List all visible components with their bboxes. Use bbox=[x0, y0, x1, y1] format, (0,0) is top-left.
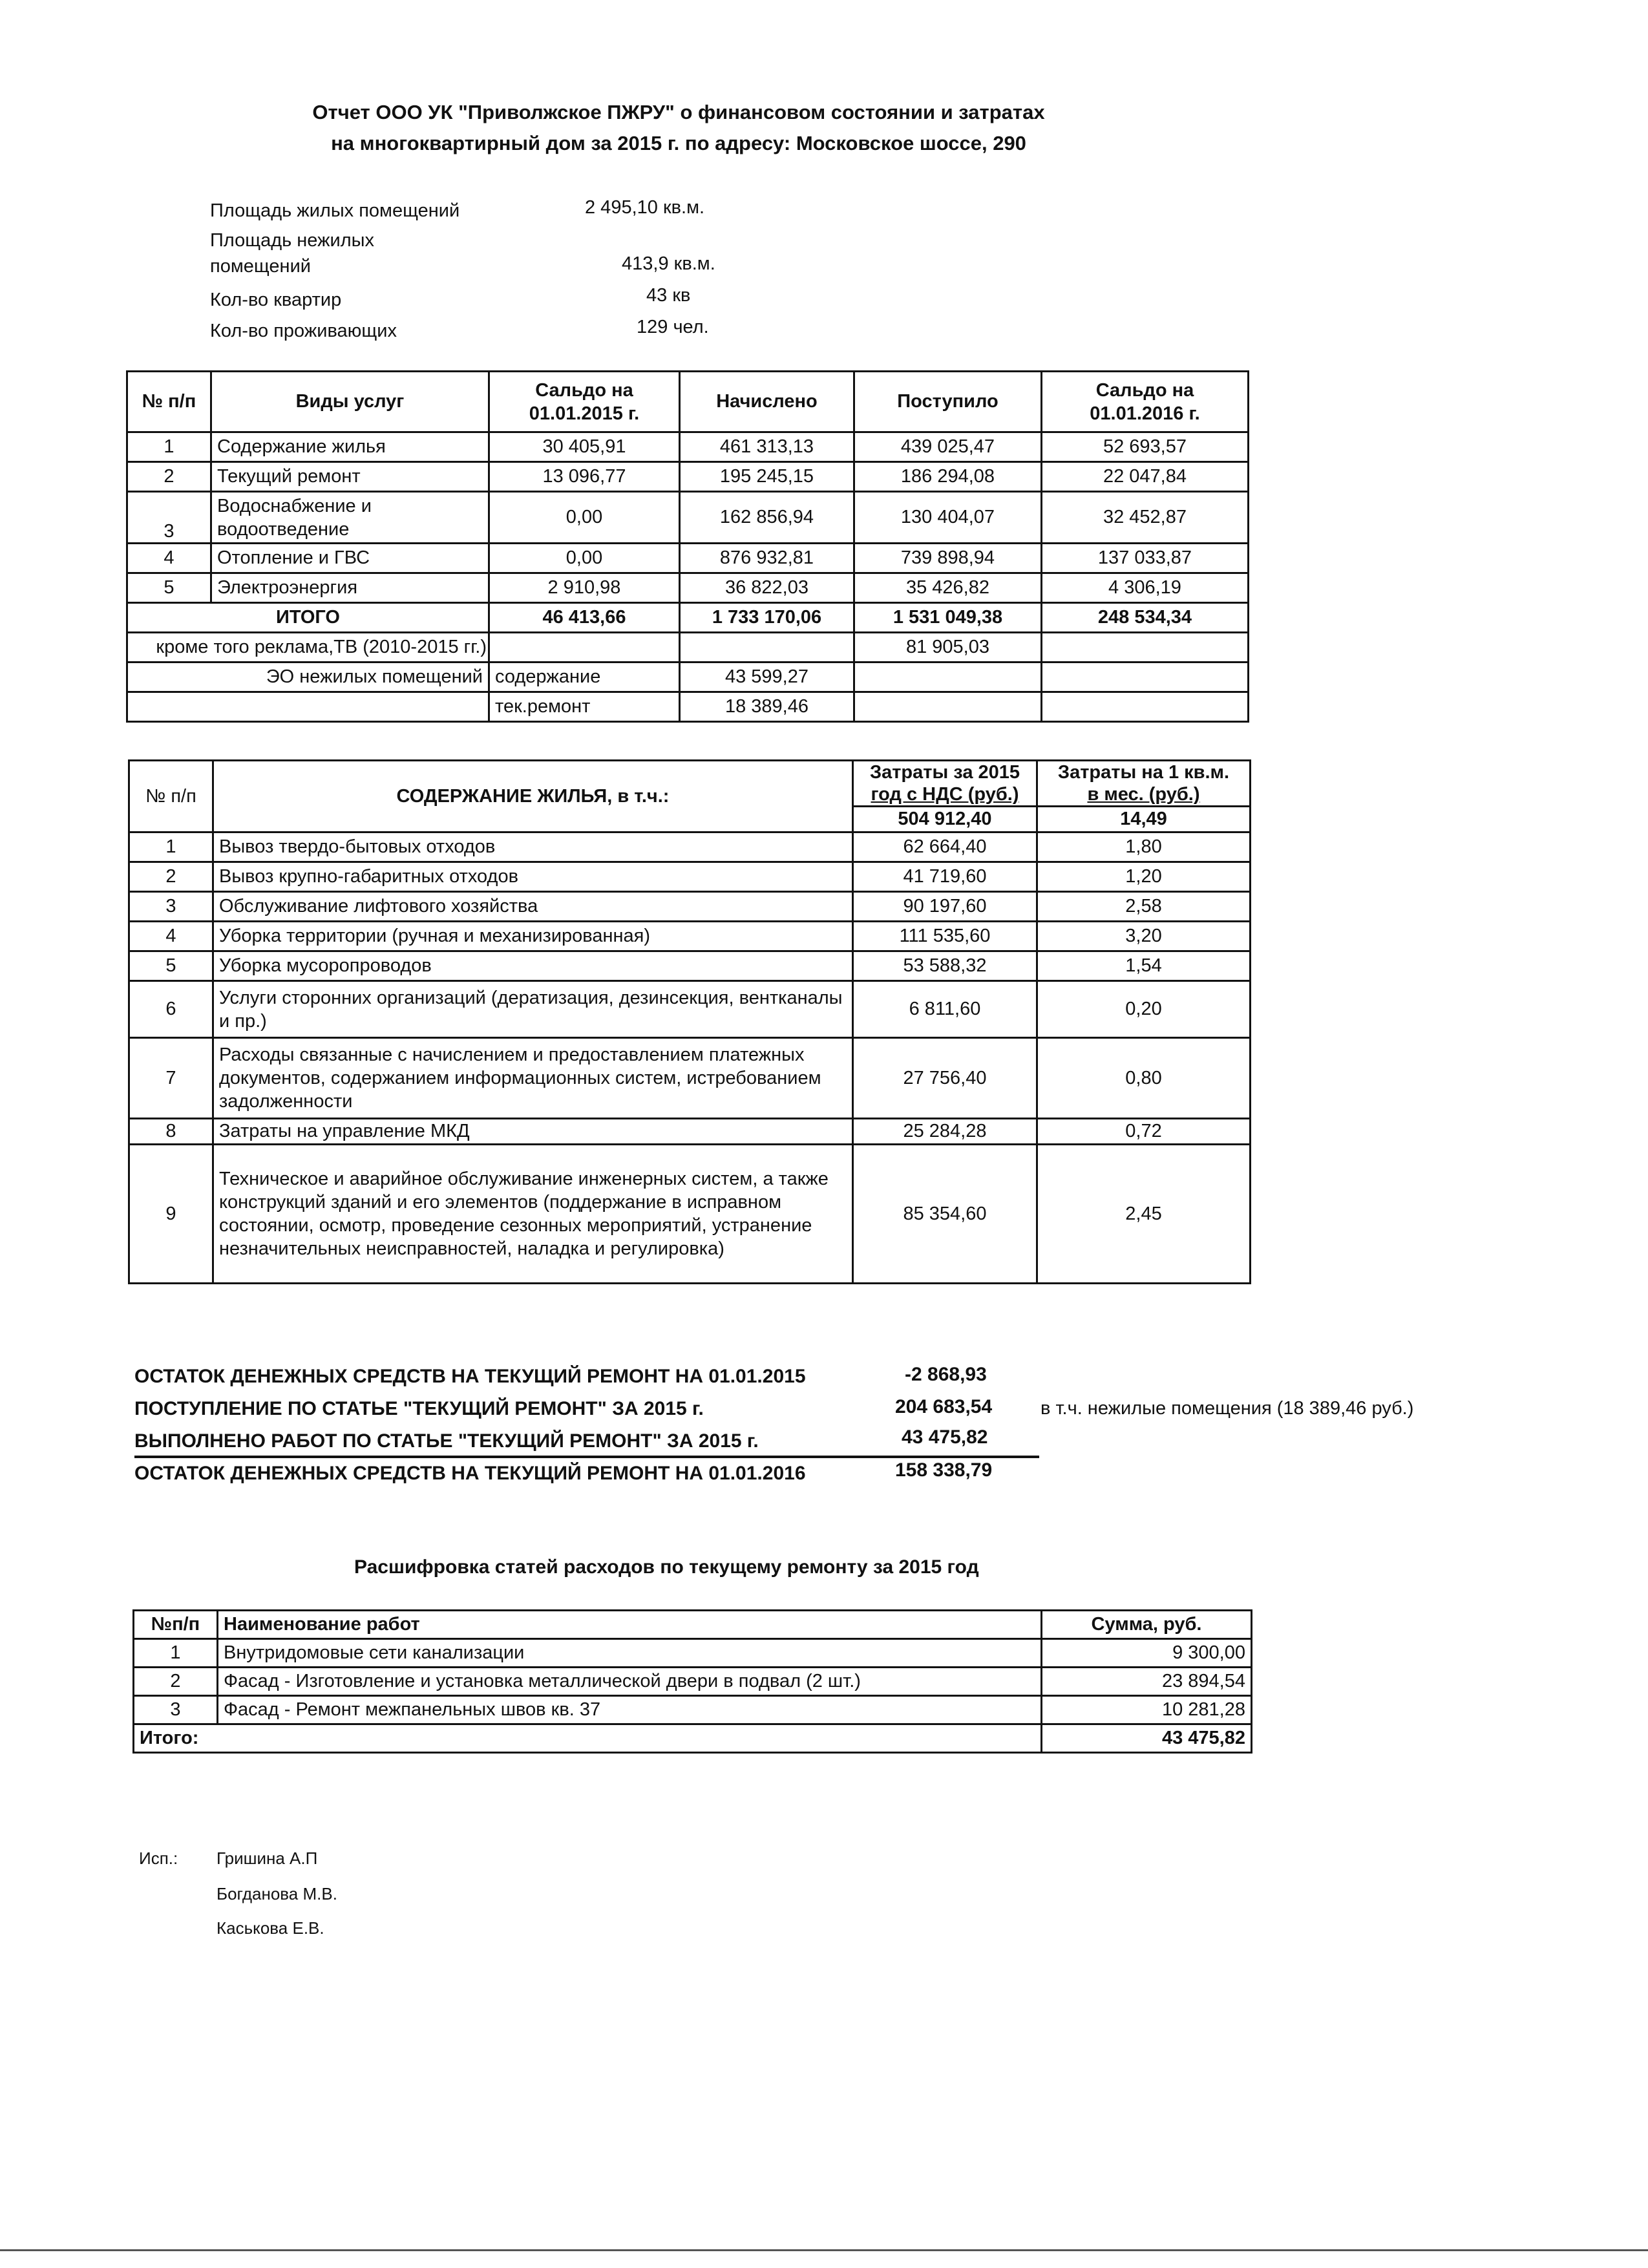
row-sum: 10 281,28 bbox=[1042, 1696, 1252, 1724]
row-num: 1 bbox=[129, 832, 213, 862]
row-service: Электроэнергия bbox=[211, 573, 489, 603]
row-cost: 41 719,60 bbox=[853, 862, 1037, 892]
row-num: 6 bbox=[129, 981, 213, 1038]
scan-edge-line bbox=[0, 2249, 1648, 2251]
table-row bbox=[129, 1038, 1251, 1119]
row-received: 130 404,07 bbox=[854, 492, 1042, 544]
ads-received: 81 905,03 bbox=[854, 633, 1042, 662]
row-saldo-end: 137 033,87 bbox=[1042, 544, 1249, 573]
row-charged: 876 932,81 bbox=[680, 544, 854, 573]
report-title bbox=[0, 97, 1357, 159]
report-title-line2: на многоквартирный дом за 2015 г. по адресу: Московское шоссе, 290 bbox=[331, 132, 1026, 154]
header-received: Поступило bbox=[854, 372, 1042, 432]
row-cost: 111 535,60 bbox=[853, 922, 1037, 951]
ads-label: кроме того реклама,ТВ (2010-2015 гг.) bbox=[127, 633, 489, 662]
signature-name-2: Богданова М.В. bbox=[217, 1884, 337, 1903]
row-service: Водоснабжение и водоотведение bbox=[211, 492, 489, 544]
row-charged: 195 245,15 bbox=[680, 462, 854, 492]
header-name: СОДЕРЖАНИЕ ЖИЛЬЯ, в т.ч.: bbox=[213, 761, 853, 832]
header-charged: Начислено bbox=[680, 372, 854, 432]
row-cost: 85 354,60 bbox=[853, 1145, 1037, 1284]
row-num: 3 bbox=[127, 492, 211, 544]
row-service: Отопление и ГВС bbox=[211, 544, 489, 573]
row-received: 439 025,47 bbox=[854, 432, 1042, 462]
nonliving-sub-maintenance: содержание bbox=[489, 662, 680, 692]
row-received: 186 294,08 bbox=[854, 462, 1042, 492]
total-label: ИТОГО bbox=[127, 603, 489, 633]
summary-balance-end-value: 158 338,79 bbox=[895, 1459, 993, 1481]
header-work-name: Наименование работ bbox=[218, 1611, 1042, 1639]
table-row bbox=[127, 492, 1249, 544]
row-sum: 9 300,00 bbox=[1042, 1639, 1252, 1668]
summary-balance-start-label: ОСТАТОК ДЕНЕЖНЫХ СРЕДСТВ НА ТЕКУЩИЙ РЕМОНТ НА 01.01.2015 bbox=[134, 1366, 806, 1387]
empty-cell bbox=[1042, 662, 1249, 692]
info-value-nonliving: 413,9 кв.м. bbox=[622, 253, 715, 274]
total-charged: 1 733 170,06 bbox=[680, 603, 854, 633]
info-label-nonliving: Площадь нежилых bbox=[210, 230, 374, 251]
signature-name-3: Каськова Е.В. bbox=[217, 1918, 324, 1938]
table-row bbox=[129, 922, 1251, 951]
header-saldo-end: Сальдо на 01.01.2016 г. bbox=[1042, 372, 1249, 432]
header-num: №п/п bbox=[134, 1611, 218, 1639]
table-row bbox=[129, 951, 1251, 981]
header-unit-line2: в мес. (руб.) bbox=[1087, 784, 1200, 805]
table-row bbox=[134, 1696, 1252, 1724]
nonliving-maintenance-value: 43 599,27 bbox=[680, 662, 854, 692]
total-received: 1 531 049,38 bbox=[854, 603, 1042, 633]
row-service: Текущий ремонт bbox=[211, 462, 489, 492]
row-name: Уборка мусоропроводов bbox=[213, 951, 853, 981]
row-cost: 90 197,60 bbox=[853, 892, 1037, 922]
row-name: Вывоз твердо-бытовых отходов bbox=[213, 832, 853, 862]
table-row bbox=[129, 1119, 1251, 1145]
maintenance-table bbox=[128, 759, 1251, 1284]
table-row bbox=[129, 832, 1251, 862]
summary-work-value: 43 475,82 bbox=[902, 1426, 988, 1448]
row-unit-cost: 1,80 bbox=[1037, 832, 1251, 862]
row-num: 5 bbox=[129, 951, 213, 981]
extra-row-ads bbox=[127, 633, 1249, 662]
row-name: Уборка территории (ручная и механизированная) bbox=[213, 922, 853, 951]
row-name: Услуги сторонних организаций (дератизация, дезинсекция, вентканалы и пр.) bbox=[213, 981, 853, 1038]
summary-income-label: ПОСТУПЛЕНИЕ ПО СТАТЬЕ "ТЕКУЩИЙ РЕМОНТ" ЗА 2015 г. bbox=[134, 1398, 704, 1419]
row-num: 3 bbox=[129, 892, 213, 922]
info-label-residents: Кол-во проживающих bbox=[210, 321, 397, 341]
row-cost: 25 284,28 bbox=[853, 1119, 1037, 1145]
row-unit-cost: 3,20 bbox=[1037, 922, 1251, 951]
empty-cell bbox=[854, 662, 1042, 692]
row-num: 7 bbox=[129, 1038, 213, 1119]
repair-header-row bbox=[134, 1611, 1252, 1639]
summary-balance-end-label: ОСТАТОК ДЕНЕЖНЫХ СРЕДСТВ НА ТЕКУЩИЙ РЕМОНТ НА 01.01.2016 bbox=[134, 1463, 806, 1484]
row-received: 739 898,94 bbox=[854, 544, 1042, 573]
header-unit-line1: Затраты на 1 кв.м. bbox=[1057, 762, 1230, 783]
info-value-living: 2 495,10 кв.м. bbox=[585, 197, 705, 218]
services-table bbox=[126, 370, 1249, 723]
nonliving-sub-repair: тек.ремонт bbox=[489, 692, 680, 722]
row-cost: 27 756,40 bbox=[853, 1038, 1037, 1119]
table-row bbox=[129, 862, 1251, 892]
table-row bbox=[127, 544, 1249, 573]
repair-total-row bbox=[134, 1724, 1252, 1753]
report-title-line1: Отчет ООО УК "Приволжское ПЖРУ" о финансовом состоянии и затратах bbox=[312, 101, 1045, 123]
info-label-nonliving-2: помещений bbox=[210, 256, 311, 277]
repair-total-value: 43 475,82 bbox=[1042, 1724, 1252, 1753]
row-name: Расходы связанные с начислением и предоставлением платежных документов, содержанием информационных систем, истребованием задолженности bbox=[213, 1038, 853, 1119]
empty-cell bbox=[680, 633, 854, 662]
row-unit-cost: 1,20 bbox=[1037, 862, 1251, 892]
row-num: 4 bbox=[127, 544, 211, 573]
extra-row-repair bbox=[127, 692, 1249, 722]
row-name: Вывоз крупно-габаритных отходов bbox=[213, 862, 853, 892]
row-cost: 62 664,40 bbox=[853, 832, 1037, 862]
row-num: 5 bbox=[127, 573, 211, 603]
empty-cell bbox=[1042, 692, 1249, 722]
maintenance-header-row bbox=[129, 761, 1251, 807]
row-name: Техническое и аварийное обслуживание инженерных систем, а также конструкций зданий и его элементов (поддержание в исправном состоянии, осмотр, проведение сезонных мероприятий, устранение незначительных неисправностей, наладка и регулировка) bbox=[213, 1145, 853, 1284]
row-num: 1 bbox=[134, 1639, 218, 1668]
row-charged: 162 856,94 bbox=[680, 492, 854, 544]
total-saldo-end: 248 534,34 bbox=[1042, 603, 1249, 633]
row-saldo-start: 30 405,91 bbox=[489, 432, 680, 462]
summary-income-note: в т.ч. нежилые помещения (18 389,46 руб.) bbox=[1041, 1398, 1414, 1419]
empty-cell bbox=[1042, 633, 1249, 662]
header-unit-cost bbox=[1037, 761, 1251, 807]
row-work-name: Внутридомовые сети канализации bbox=[218, 1639, 1042, 1668]
extra-row-nonliving bbox=[127, 662, 1249, 692]
row-cost: 6 811,60 bbox=[853, 981, 1037, 1038]
table-row bbox=[127, 573, 1249, 603]
repair-breakdown-title: Расшифровка статей расходов по текущему ремонту за 2015 год bbox=[354, 1556, 979, 1578]
table-row bbox=[129, 892, 1251, 922]
info-label-flats: Кол-во квартир bbox=[210, 290, 342, 310]
signature-name-1: Гришина А.П bbox=[217, 1849, 318, 1868]
info-value-residents: 129 чел. bbox=[637, 317, 709, 337]
table-row bbox=[127, 432, 1249, 462]
header-num: № п/п bbox=[127, 372, 211, 432]
row-work-name: Фасад - Изготовление и установка металлической двери в подвал (2 шт.) bbox=[218, 1668, 1042, 1696]
table-row bbox=[134, 1668, 1252, 1696]
row-charged: 461 313,13 bbox=[680, 432, 854, 462]
row-saldo-start: 0,00 bbox=[489, 492, 680, 544]
row-unit-cost: 0,80 bbox=[1037, 1038, 1251, 1119]
nonliving-label: ЭО нежилых помещений bbox=[127, 662, 489, 692]
table-row bbox=[127, 462, 1249, 492]
nonliving-repair-value: 18 389,46 bbox=[680, 692, 854, 722]
row-saldo-end: 22 047,84 bbox=[1042, 462, 1249, 492]
row-unit-cost: 0,72 bbox=[1037, 1119, 1251, 1145]
row-num: 1 bbox=[127, 432, 211, 462]
empty-cell bbox=[489, 633, 680, 662]
row-num: 9 bbox=[129, 1145, 213, 1284]
row-unit-cost: 2,58 bbox=[1037, 892, 1251, 922]
header-num: № п/п bbox=[129, 761, 213, 832]
header-cost bbox=[853, 761, 1037, 807]
repair-table bbox=[132, 1609, 1252, 1754]
header-service: Виды услуг bbox=[211, 372, 489, 432]
row-num: 2 bbox=[134, 1668, 218, 1696]
row-unit-cost: 1,54 bbox=[1037, 951, 1251, 981]
repair-total-label: Итого: bbox=[134, 1724, 1042, 1753]
table-row bbox=[129, 1145, 1251, 1284]
empty-cell bbox=[854, 692, 1042, 722]
table-row bbox=[134, 1639, 1252, 1668]
total-unit-cost: 14,49 bbox=[1037, 807, 1251, 832]
header-saldo-start: Сальдо на 01.01.2015 г. bbox=[489, 372, 680, 432]
row-num: 2 bbox=[129, 862, 213, 892]
summary-income-value: 204 683,54 bbox=[895, 1396, 993, 1417]
row-unit-cost: 2,45 bbox=[1037, 1145, 1251, 1284]
signature-label: Исп.: bbox=[139, 1849, 178, 1868]
row-saldo-end: 52 693,57 bbox=[1042, 432, 1249, 462]
summary-balance-start-value: -2 868,93 bbox=[905, 1364, 987, 1385]
total-row bbox=[127, 603, 1249, 633]
header-cost-line2: год с НДС (руб.) bbox=[871, 784, 1019, 805]
services-header-row bbox=[127, 372, 1249, 432]
row-unit-cost: 0,20 bbox=[1037, 981, 1251, 1038]
row-work-name: Фасад - Ремонт межпанельных швов кв. 37 bbox=[218, 1696, 1042, 1724]
summary-work-label: ВЫПОЛНЕНО РАБОТ ПО СТАТЬЕ "ТЕКУЩИЙ РЕМОНТ" ЗА 2015 г. bbox=[134, 1430, 759, 1452]
row-saldo-end: 32 452,87 bbox=[1042, 492, 1249, 544]
total-saldo-start: 46 413,66 bbox=[489, 603, 680, 633]
row-num: 8 bbox=[129, 1119, 213, 1145]
total-cost: 504 912,40 bbox=[853, 807, 1037, 832]
info-value-flats: 43 кв bbox=[646, 285, 691, 306]
header-sum: Сумма, руб. bbox=[1042, 1611, 1252, 1639]
row-num: 2 bbox=[127, 462, 211, 492]
row-charged: 36 822,03 bbox=[680, 573, 854, 603]
row-saldo-start: 13 096,77 bbox=[489, 462, 680, 492]
empty-cell bbox=[127, 692, 489, 722]
row-sum: 23 894,54 bbox=[1042, 1668, 1252, 1696]
summary-divider bbox=[134, 1456, 1039, 1458]
info-label-living: Площадь жилых помещений bbox=[210, 200, 460, 221]
row-service: Содержание жилья bbox=[211, 432, 489, 462]
row-num: 3 bbox=[134, 1696, 218, 1724]
row-num: 4 bbox=[129, 922, 213, 951]
row-saldo-start: 0,00 bbox=[489, 544, 680, 573]
row-saldo-start: 2 910,98 bbox=[489, 573, 680, 603]
row-cost: 53 588,32 bbox=[853, 951, 1037, 981]
row-saldo-end: 4 306,19 bbox=[1042, 573, 1249, 603]
row-name: Обслуживание лифтового хозяйства bbox=[213, 892, 853, 922]
row-received: 35 426,82 bbox=[854, 573, 1042, 603]
row-name: Затраты на управление МКД bbox=[213, 1119, 853, 1145]
table-row bbox=[129, 981, 1251, 1038]
header-cost-line1: Затраты за 2015 bbox=[869, 762, 1020, 783]
